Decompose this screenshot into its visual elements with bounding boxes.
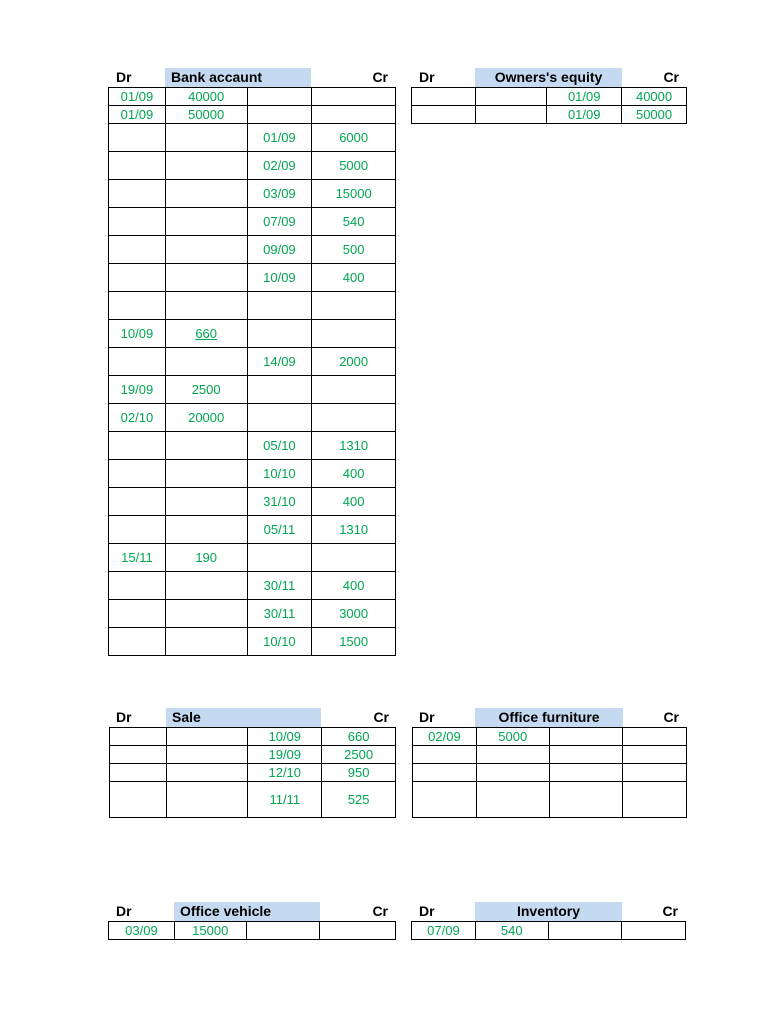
credit-date — [247, 320, 312, 348]
credit-date: 01/09 — [547, 88, 622, 106]
ledger-row — [413, 764, 687, 782]
debit-date — [109, 208, 166, 236]
debit-date — [110, 782, 167, 818]
credit-amount: 1310 — [312, 516, 396, 544]
cr-label: Cr — [373, 709, 389, 725]
credit-date — [548, 922, 622, 940]
credit-amount — [622, 922, 686, 940]
cr-label: Cr — [372, 69, 388, 85]
debit-amount — [166, 764, 248, 782]
credit-date: 10/09 — [247, 264, 312, 292]
ledger-row — [412, 922, 686, 940]
credit-date — [247, 292, 312, 320]
ledger-table — [108, 921, 396, 940]
credit-amount: 540 — [312, 208, 396, 236]
debit-amount: 15000 — [174, 922, 246, 940]
credit-amount — [623, 728, 687, 746]
credit-amount: 6000 — [312, 124, 396, 152]
credit-amount: 525 — [322, 782, 396, 818]
credit-date: 19/09 — [248, 746, 322, 764]
account-title: Office vehicle — [174, 902, 320, 921]
debit-date — [109, 152, 166, 180]
credit-date — [247, 544, 312, 572]
debit-date — [109, 460, 166, 488]
debit-amount — [165, 152, 247, 180]
debit-amount — [165, 488, 247, 516]
debit-amount — [166, 746, 248, 764]
dr-label: Dr — [116, 709, 132, 725]
credit-amount — [312, 88, 396, 106]
credit-date — [246, 922, 320, 940]
debit-amount: 40000 — [165, 88, 247, 106]
credit-date: 10/10 — [247, 628, 312, 656]
debit-date — [109, 236, 166, 264]
debit-date: 07/09 — [412, 922, 476, 940]
debit-date: 03/09 — [109, 922, 175, 940]
debit-amount — [165, 572, 247, 600]
ledger-row — [109, 106, 396, 124]
credit-date: 07/09 — [247, 208, 312, 236]
cr-label: Cr — [662, 903, 678, 919]
credit-amount: 950 — [322, 764, 396, 782]
credit-amount: 15000 — [312, 180, 396, 208]
credit-amount: 2500 — [322, 746, 396, 764]
ledger-row — [109, 264, 396, 292]
credit-amount: 1310 — [312, 432, 396, 460]
credit-amount: 400 — [312, 460, 396, 488]
ledger-row — [110, 746, 396, 764]
debit-amount — [165, 348, 247, 376]
ledger-table — [108, 87, 396, 656]
credit-date: 05/10 — [247, 432, 312, 460]
ledger-row — [413, 746, 687, 764]
ledger-table — [411, 921, 686, 940]
credit-amount — [312, 320, 396, 348]
credit-amount: 400 — [312, 488, 396, 516]
debit-amount — [165, 628, 247, 656]
credit-amount — [623, 782, 687, 818]
ledger-row — [110, 728, 396, 746]
debit-date — [109, 348, 166, 376]
ledger-row — [109, 404, 396, 432]
debit-date — [413, 782, 477, 818]
debit-date — [109, 432, 166, 460]
ledger-row — [109, 292, 396, 320]
ledger-row — [109, 124, 396, 152]
credit-amount — [320, 922, 396, 940]
debit-date — [109, 292, 166, 320]
debit-date — [412, 106, 476, 124]
credit-amount: 2000 — [312, 348, 396, 376]
ledger-row — [109, 600, 396, 628]
ledger-row — [109, 180, 396, 208]
cr-label: Cr — [372, 903, 388, 919]
debit-date — [109, 516, 166, 544]
credit-amount: 660 — [322, 728, 396, 746]
ledger-row — [109, 348, 396, 376]
debit-amount: 660 — [165, 320, 247, 348]
credit-date: 11/11 — [248, 782, 322, 818]
ledger-table — [109, 727, 396, 818]
ledger-row — [110, 764, 396, 782]
cr-label: Cr — [663, 69, 679, 85]
credit-amount: 40000 — [622, 88, 687, 106]
credit-date — [549, 746, 623, 764]
debit-amount: 190 — [165, 544, 247, 572]
credit-date: 10/09 — [248, 728, 322, 746]
credit-date: 30/11 — [247, 572, 312, 600]
credit-amount: 500 — [312, 236, 396, 264]
debit-amount — [475, 106, 547, 124]
debit-date: 10/09 — [109, 320, 166, 348]
debit-amount — [165, 208, 247, 236]
debit-amount — [165, 600, 247, 628]
debit-date — [110, 728, 167, 746]
ledger-row — [413, 782, 687, 818]
credit-amount: 1500 — [312, 628, 396, 656]
credit-date: 02/09 — [247, 152, 312, 180]
dr-label: Dr — [419, 903, 435, 919]
credit-amount: 5000 — [312, 152, 396, 180]
credit-amount: 50000 — [622, 106, 687, 124]
debit-amount: 5000 — [476, 728, 549, 746]
credit-date — [247, 106, 312, 124]
debit-date — [110, 746, 167, 764]
debit-date — [413, 746, 477, 764]
ledger-row — [109, 488, 396, 516]
dr-label: Dr — [419, 709, 435, 725]
debit-date — [413, 764, 477, 782]
debit-amount: 20000 — [165, 404, 247, 432]
debit-amount — [476, 746, 549, 764]
credit-amount: 3000 — [312, 600, 396, 628]
credit-date — [549, 782, 623, 818]
credit-date — [247, 88, 312, 106]
debit-amount — [165, 124, 247, 152]
credit-date — [549, 728, 623, 746]
debit-amount: 2500 — [165, 376, 247, 404]
dr-label: Dr — [419, 69, 435, 85]
ledger-row — [109, 152, 396, 180]
debit-amount: 50000 — [165, 106, 247, 124]
debit-date — [109, 264, 166, 292]
credit-date: 01/09 — [247, 124, 312, 152]
ledger-row — [109, 572, 396, 600]
debit-amount — [165, 516, 247, 544]
ledger-row — [109, 460, 396, 488]
ledger-row — [109, 628, 396, 656]
ledger-row — [412, 88, 687, 106]
debit-date — [109, 628, 166, 656]
debit-amount — [165, 460, 247, 488]
credit-date: 30/11 — [247, 600, 312, 628]
debit-date — [109, 572, 166, 600]
ledger-row — [109, 208, 396, 236]
credit-date: 03/09 — [247, 180, 312, 208]
credit-amount: 400 — [312, 264, 396, 292]
ledger-row — [110, 782, 396, 818]
dr-label: Dr — [116, 903, 132, 919]
credit-amount — [623, 746, 687, 764]
credit-amount — [312, 376, 396, 404]
debit-date: 02/09 — [413, 728, 477, 746]
debit-date: 01/09 — [109, 88, 166, 106]
debit-date — [109, 124, 166, 152]
debit-amount — [475, 88, 547, 106]
debit-amount: 540 — [475, 922, 548, 940]
debit-date: 02/10 — [109, 404, 166, 432]
ledger-row — [109, 88, 396, 106]
account-title: Sale — [166, 708, 321, 727]
cr-label: Cr — [663, 709, 679, 725]
debit-amount — [476, 764, 549, 782]
account-title: Bank accaunt — [165, 68, 311, 87]
credit-amount — [312, 544, 396, 572]
debit-amount — [165, 236, 247, 264]
credit-date: 10/10 — [247, 460, 312, 488]
debit-date — [110, 764, 167, 782]
ledger-table — [411, 87, 687, 124]
dr-label: Dr — [116, 69, 132, 85]
debit-date: 19/09 — [109, 376, 166, 404]
ledger-row — [413, 728, 687, 746]
debit-date — [109, 600, 166, 628]
credit-date: 09/09 — [247, 236, 312, 264]
credit-date: 12/10 — [248, 764, 322, 782]
credit-date: 14/09 — [247, 348, 312, 376]
credit-date — [247, 404, 312, 432]
credit-date: 05/11 — [247, 516, 312, 544]
credit-date: 31/10 — [247, 488, 312, 516]
debit-date — [109, 488, 166, 516]
credit-date: 01/09 — [547, 106, 622, 124]
ledger-row — [412, 106, 687, 124]
debit-amount — [165, 264, 247, 292]
debit-amount — [166, 782, 248, 818]
ledger-row — [109, 516, 396, 544]
ledger-row — [109, 320, 396, 348]
credit-date — [247, 376, 312, 404]
debit-date — [109, 180, 166, 208]
ledger-row — [109, 376, 396, 404]
ledger-table — [412, 727, 687, 818]
debit-date: 01/09 — [109, 106, 166, 124]
ledger-row — [109, 544, 396, 572]
debit-amount — [166, 728, 248, 746]
credit-amount — [312, 106, 396, 124]
account-title: Office furniture — [475, 708, 623, 727]
ledger-row — [109, 922, 396, 940]
account-title: Owners's equity — [475, 68, 622, 87]
debit-date — [412, 88, 476, 106]
credit-amount: 400 — [312, 572, 396, 600]
debit-date: 15/11 — [109, 544, 166, 572]
debit-amount — [165, 432, 247, 460]
credit-amount — [312, 404, 396, 432]
debit-amount — [165, 180, 247, 208]
ledger-row — [109, 432, 396, 460]
credit-date — [549, 764, 623, 782]
ledger-row — [109, 236, 396, 264]
credit-amount — [623, 764, 687, 782]
debit-amount — [165, 292, 247, 320]
account-title: Inventory — [475, 902, 622, 921]
credit-amount — [312, 292, 396, 320]
debit-amount — [476, 782, 549, 818]
